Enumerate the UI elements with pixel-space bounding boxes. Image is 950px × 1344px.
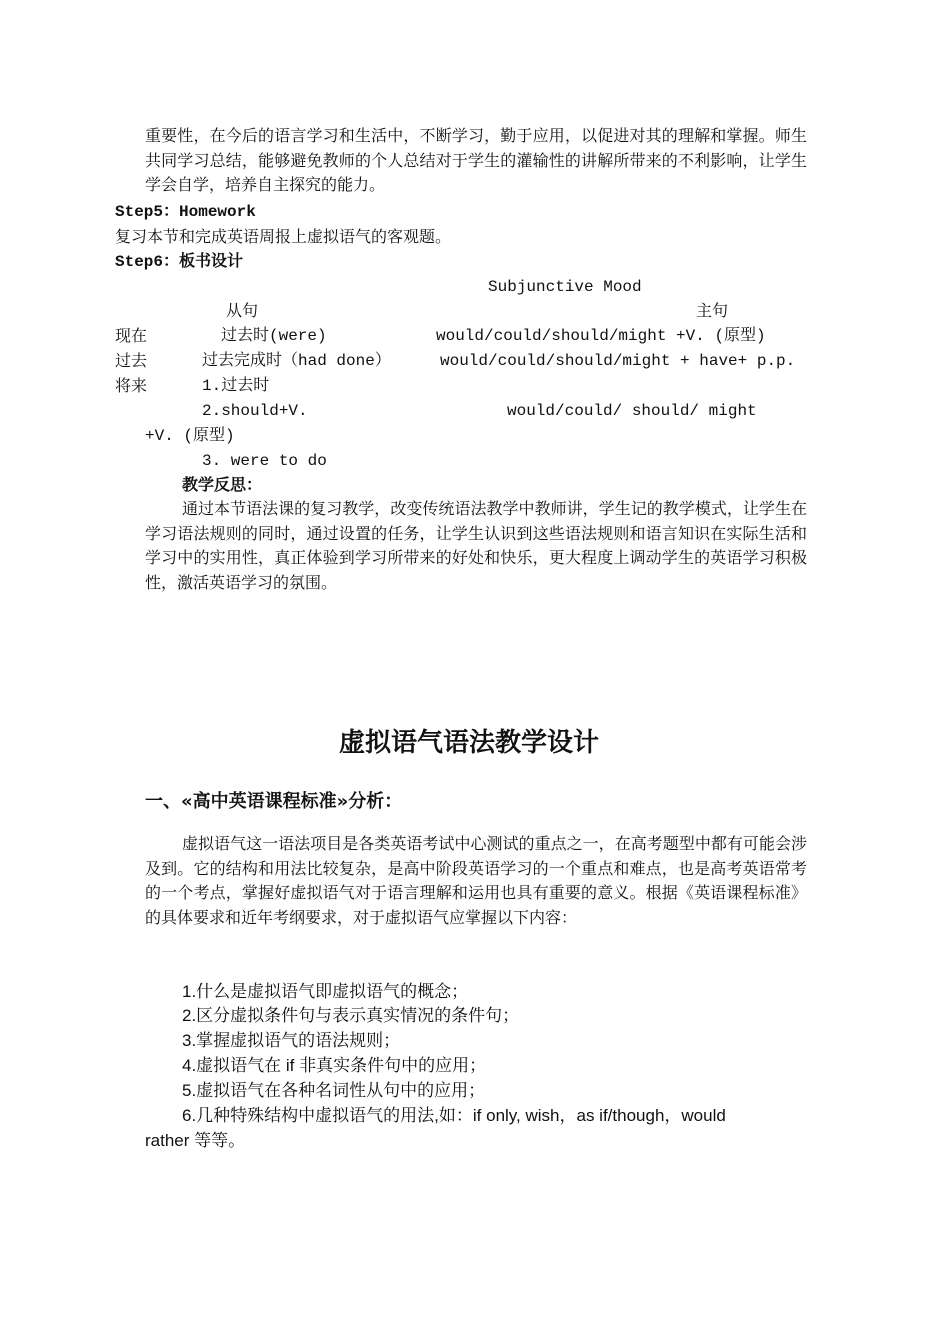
row-past-label: 过去	[115, 351, 148, 370]
row-future-item1: 1.过去时	[202, 377, 270, 395]
row-future-item2-main-cont: +V. (原型)	[145, 427, 235, 445]
board-col-right: 主句	[696, 301, 729, 320]
row-future-item2: 2.should+V.	[202, 402, 308, 420]
list-item-continuation: rather 等等。	[145, 1131, 246, 1150]
reflection-text: 通过本节语法课的复习教学，改变传统语法教学中教师讲，学生记的教学模式，让学生在学习语法规则的同时，通过设置的任务，让学生认识到这些语法规则和语言知识在实际生活和学习中的实用性，真正体验到学习所带来的好处和快乐，更大程度上调动学生的英语学习积极性，激活英语学习的氛围。	[145, 499, 807, 593]
row-present-main: would/could/should/might +V. (原型)	[436, 327, 766, 345]
row-present-clause: 过去时(were)	[221, 327, 327, 345]
step5-heading: Step5：Homework	[115, 203, 256, 221]
row-present-label: 现在	[115, 326, 148, 345]
board-title: Subjunctive Mood	[488, 278, 642, 296]
list-item: 3.掌握虚拟语气的语法规则；	[182, 1031, 401, 1050]
row-past-clause: 过去完成时（had done）	[202, 352, 391, 370]
step6-heading: Step6：板书设计	[115, 253, 244, 271]
section1-heading: 一、«高中英语课程标准»分析：	[145, 791, 403, 812]
row-future-item2-main: would/could/ should/ might	[507, 402, 757, 420]
list-item: 4.虚拟语气在 if 非真实条件句中的应用；	[182, 1056, 487, 1075]
list-item: 5.虚拟语气在各种名词性从句中的应用；	[182, 1081, 486, 1100]
list-item: 2.区分虚拟条件句与表示真实情况的条件句；	[182, 1006, 520, 1025]
list-item: 1.什么是虚拟语气即虚拟语气的概念；	[182, 982, 469, 1001]
row-future-item3: 3. were to do	[202, 452, 327, 470]
list-item: 6.几种特殊结构中虚拟语气的用法,如：if only, wish，as if/though，would	[182, 1106, 726, 1125]
board-col-left: 从句	[226, 301, 259, 320]
step5-text: 复习本节和完成英语周报上虚拟语气的客观题。	[115, 227, 452, 246]
document-title: 虚拟语气语法教学设计	[338, 728, 599, 758]
row-future-label: 将来	[115, 376, 148, 395]
reflection-heading: 教学反思：	[182, 477, 263, 494]
section1-paragraph: 虚拟语气这一语法项目是各类英语考试中心测试的重点之一，在高考题型中都有可能会涉及到。它的结构和用法比较复杂，是高中阶段英语学习的一个重点和难点，也是高考英语常考的一个考点，掌握好虚拟语气对于语言理解和运用也具有重要的意义。根据《英语课程标准》的具体要求和近年考纲要求，对于虚拟语气应掌握以下内容：	[145, 834, 807, 928]
row-past-main: would/could/should/might + have+ p.p.	[440, 352, 796, 370]
top-paragraph: 重要性，在今后的语言学习和生活中，不断学习，勤于应用，以促进对其的理解和掌握。师生共同学习总结，能够避免教师的个人总结对于学生的灌输性的讲解所带来的不利影响，让学生学会自学，培养自主探究的能力。	[145, 126, 807, 195]
